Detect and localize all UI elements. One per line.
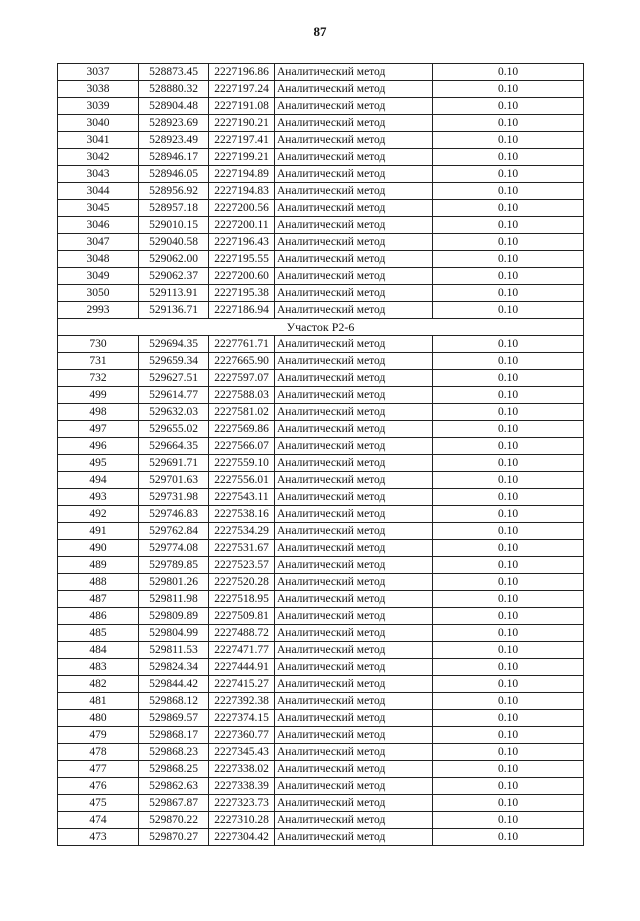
table-row xyxy=(58,166,584,183)
point-number-cell: 2993 xyxy=(58,302,139,319)
accuracy-cell: 0.10 xyxy=(433,438,584,455)
method-cell: Аналитический метод xyxy=(275,132,433,149)
x-coordinate-cell: 528957.18 xyxy=(139,200,209,217)
point-number-cell: 478 xyxy=(58,744,139,761)
point-number-cell: 3049 xyxy=(58,268,139,285)
accuracy-cell: 0.10 xyxy=(433,591,584,608)
x-coordinate-cell: 529627.51 xyxy=(139,370,209,387)
table-row xyxy=(58,625,584,642)
point-number-cell: 3050 xyxy=(58,285,139,302)
method-cell: Аналитический метод xyxy=(275,744,433,761)
x-coordinate-cell: 529868.23 xyxy=(139,744,209,761)
y-coordinate-cell: 2227488.72 xyxy=(209,625,275,642)
section-header-row xyxy=(58,319,584,336)
method-cell: Аналитический метод xyxy=(275,421,433,438)
table-row xyxy=(58,302,584,319)
accuracy-cell: 0.10 xyxy=(433,506,584,523)
y-coordinate-cell: 2227200.11 xyxy=(209,217,275,234)
table-row xyxy=(58,217,584,234)
y-coordinate-cell: 2227597.07 xyxy=(209,370,275,387)
x-coordinate-cell: 529010.15 xyxy=(139,217,209,234)
point-number-cell: 730 xyxy=(58,336,139,353)
method-cell: Аналитический метод xyxy=(275,795,433,812)
x-coordinate-cell: 529809.89 xyxy=(139,608,209,625)
y-coordinate-cell: 2227196.43 xyxy=(209,234,275,251)
y-coordinate-cell: 2227200.56 xyxy=(209,200,275,217)
accuracy-cell: 0.10 xyxy=(433,149,584,166)
y-coordinate-cell: 2227190.21 xyxy=(209,115,275,132)
table-row xyxy=(58,200,584,217)
y-coordinate-cell: 2227392.38 xyxy=(209,693,275,710)
accuracy-cell: 0.10 xyxy=(433,761,584,778)
method-cell: Аналитический метод xyxy=(275,336,433,353)
y-coordinate-cell: 2227471.77 xyxy=(209,642,275,659)
x-coordinate-cell: 529869.57 xyxy=(139,710,209,727)
method-cell: Аналитический метод xyxy=(275,387,433,404)
method-cell: Аналитический метод xyxy=(275,268,433,285)
point-number-cell: 488 xyxy=(58,574,139,591)
point-number-cell: 492 xyxy=(58,506,139,523)
y-coordinate-cell: 2227444.91 xyxy=(209,659,275,676)
method-cell: Аналитический метод xyxy=(275,251,433,268)
method-cell: Аналитический метод xyxy=(275,642,433,659)
accuracy-cell: 0.10 xyxy=(433,251,584,268)
point-number-cell: 497 xyxy=(58,421,139,438)
x-coordinate-cell: 529801.26 xyxy=(139,574,209,591)
accuracy-cell: 0.10 xyxy=(433,81,584,98)
y-coordinate-cell: 2227538.16 xyxy=(209,506,275,523)
method-cell: Аналитический метод xyxy=(275,149,433,166)
table-row xyxy=(58,285,584,302)
point-number-cell: 479 xyxy=(58,727,139,744)
section-title: Участок Р2-6 xyxy=(58,319,584,336)
accuracy-cell: 0.10 xyxy=(433,234,584,251)
x-coordinate-cell: 529731.98 xyxy=(139,489,209,506)
method-cell: Аналитический метод xyxy=(275,489,433,506)
x-coordinate-cell: 529659.34 xyxy=(139,353,209,370)
accuracy-cell: 0.10 xyxy=(433,574,584,591)
x-coordinate-cell: 528873.45 xyxy=(139,64,209,81)
point-number-cell: 484 xyxy=(58,642,139,659)
point-number-cell: 499 xyxy=(58,387,139,404)
method-cell: Аналитический метод xyxy=(275,829,433,846)
accuracy-cell: 0.10 xyxy=(433,98,584,115)
method-cell: Аналитический метод xyxy=(275,98,433,115)
y-coordinate-cell: 2227196.86 xyxy=(209,64,275,81)
table-row xyxy=(58,659,584,676)
method-cell: Аналитический метод xyxy=(275,523,433,540)
accuracy-cell: 0.10 xyxy=(433,557,584,574)
x-coordinate-cell: 529868.17 xyxy=(139,727,209,744)
y-coordinate-cell: 2227194.83 xyxy=(209,183,275,200)
method-cell: Аналитический метод xyxy=(275,81,433,98)
point-number-cell: 3048 xyxy=(58,251,139,268)
point-number-cell: 3040 xyxy=(58,115,139,132)
accuracy-cell: 0.10 xyxy=(433,166,584,183)
y-coordinate-cell: 2227191.08 xyxy=(209,98,275,115)
table-row xyxy=(58,778,584,795)
method-cell: Аналитический метод xyxy=(275,472,433,489)
y-coordinate-cell: 2227559.10 xyxy=(209,455,275,472)
accuracy-cell: 0.10 xyxy=(433,302,584,319)
x-coordinate-cell: 528880.32 xyxy=(139,81,209,98)
x-coordinate-cell: 529136.71 xyxy=(139,302,209,319)
y-coordinate-cell: 2227338.39 xyxy=(209,778,275,795)
point-number-cell: 3046 xyxy=(58,217,139,234)
method-cell: Аналитический метод xyxy=(275,438,433,455)
accuracy-cell: 0.10 xyxy=(433,540,584,557)
point-number-cell: 487 xyxy=(58,591,139,608)
table-row xyxy=(58,642,584,659)
x-coordinate-cell: 529824.34 xyxy=(139,659,209,676)
accuracy-cell: 0.10 xyxy=(433,778,584,795)
y-coordinate-cell: 2227520.28 xyxy=(209,574,275,591)
x-coordinate-cell: 529113.91 xyxy=(139,285,209,302)
table-row xyxy=(58,438,584,455)
point-number-cell: 3037 xyxy=(58,64,139,81)
method-cell: Аналитический метод xyxy=(275,625,433,642)
accuracy-cell: 0.10 xyxy=(433,608,584,625)
accuracy-cell: 0.10 xyxy=(433,217,584,234)
table-row xyxy=(58,523,584,540)
x-coordinate-cell: 529746.83 xyxy=(139,506,209,523)
table-row xyxy=(58,387,584,404)
y-coordinate-cell: 2227360.77 xyxy=(209,727,275,744)
method-cell: Аналитический метод xyxy=(275,455,433,472)
point-number-cell: 476 xyxy=(58,778,139,795)
point-number-cell: 482 xyxy=(58,676,139,693)
y-coordinate-cell: 2227518.95 xyxy=(209,591,275,608)
method-cell: Аналитический метод xyxy=(275,693,433,710)
point-number-cell: 3042 xyxy=(58,149,139,166)
accuracy-cell: 0.10 xyxy=(433,710,584,727)
accuracy-cell: 0.10 xyxy=(433,285,584,302)
table-row xyxy=(58,744,584,761)
method-cell: Аналитический метод xyxy=(275,608,433,625)
point-number-cell: 493 xyxy=(58,489,139,506)
method-cell: Аналитический метод xyxy=(275,217,433,234)
table-body-part-2 xyxy=(58,336,584,846)
x-coordinate-cell: 529868.12 xyxy=(139,693,209,710)
table-row xyxy=(58,795,584,812)
y-coordinate-cell: 2227374.15 xyxy=(209,710,275,727)
point-number-cell: 486 xyxy=(58,608,139,625)
x-coordinate-cell: 529870.27 xyxy=(139,829,209,846)
method-cell: Аналитический метод xyxy=(275,710,433,727)
table-row xyxy=(58,540,584,557)
accuracy-cell: 0.10 xyxy=(433,64,584,81)
point-number-cell: 496 xyxy=(58,438,139,455)
x-coordinate-cell: 529632.03 xyxy=(139,404,209,421)
table-row xyxy=(58,98,584,115)
method-cell: Аналитический метод xyxy=(275,404,433,421)
accuracy-cell: 0.10 xyxy=(433,642,584,659)
method-cell: Аналитический метод xyxy=(275,659,433,676)
method-cell: Аналитический метод xyxy=(275,778,433,795)
point-number-cell: 473 xyxy=(58,829,139,846)
x-coordinate-cell: 529870.22 xyxy=(139,812,209,829)
point-number-cell: 490 xyxy=(58,540,139,557)
point-number-cell: 475 xyxy=(58,795,139,812)
y-coordinate-cell: 2227581.02 xyxy=(209,404,275,421)
method-cell: Аналитический метод xyxy=(275,557,433,574)
x-coordinate-cell: 529868.25 xyxy=(139,761,209,778)
y-coordinate-cell: 2227415.27 xyxy=(209,676,275,693)
y-coordinate-cell: 2227556.01 xyxy=(209,472,275,489)
point-number-cell: 481 xyxy=(58,693,139,710)
y-coordinate-cell: 2227194.89 xyxy=(209,166,275,183)
method-cell: Аналитический метод xyxy=(275,353,433,370)
method-cell: Аналитический метод xyxy=(275,302,433,319)
y-coordinate-cell: 2227566.07 xyxy=(209,438,275,455)
method-cell: Аналитический метод xyxy=(275,506,433,523)
method-cell: Аналитический метод xyxy=(275,166,433,183)
x-coordinate-cell: 529762.84 xyxy=(139,523,209,540)
table-row xyxy=(58,761,584,778)
x-coordinate-cell: 529691.71 xyxy=(139,455,209,472)
y-coordinate-cell: 2227197.41 xyxy=(209,132,275,149)
table-row xyxy=(58,693,584,710)
method-cell: Аналитический метод xyxy=(275,540,433,557)
point-number-cell: 494 xyxy=(58,472,139,489)
method-cell: Аналитический метод xyxy=(275,591,433,608)
accuracy-cell: 0.10 xyxy=(433,200,584,217)
y-coordinate-cell: 2227345.43 xyxy=(209,744,275,761)
point-number-cell: 3044 xyxy=(58,183,139,200)
accuracy-cell: 0.10 xyxy=(433,336,584,353)
method-cell: Аналитический метод xyxy=(275,234,433,251)
table-row xyxy=(58,370,584,387)
x-coordinate-cell: 528923.69 xyxy=(139,115,209,132)
accuracy-cell: 0.10 xyxy=(433,387,584,404)
accuracy-cell: 0.10 xyxy=(433,727,584,744)
point-number-cell: 491 xyxy=(58,523,139,540)
x-coordinate-cell: 529804.99 xyxy=(139,625,209,642)
x-coordinate-cell: 529862.63 xyxy=(139,778,209,795)
table-body-part-1 xyxy=(58,64,584,319)
accuracy-cell: 0.10 xyxy=(433,115,584,132)
table-row xyxy=(58,149,584,166)
table-row xyxy=(58,251,584,268)
table-row xyxy=(58,489,584,506)
x-coordinate-cell: 529811.98 xyxy=(139,591,209,608)
table-row xyxy=(58,812,584,829)
y-coordinate-cell: 2227195.38 xyxy=(209,285,275,302)
table-row xyxy=(58,710,584,727)
table-row xyxy=(58,421,584,438)
x-coordinate-cell: 528904.48 xyxy=(139,98,209,115)
y-coordinate-cell: 2227534.29 xyxy=(209,523,275,540)
x-coordinate-cell: 529844.42 xyxy=(139,676,209,693)
method-cell: Аналитический метод xyxy=(275,370,433,387)
point-number-cell: 3047 xyxy=(58,234,139,251)
point-number-cell: 474 xyxy=(58,812,139,829)
table-row xyxy=(58,234,584,251)
table-row xyxy=(58,64,584,81)
table-row xyxy=(58,268,584,285)
accuracy-cell: 0.10 xyxy=(433,795,584,812)
x-coordinate-cell: 529701.63 xyxy=(139,472,209,489)
x-coordinate-cell: 529664.35 xyxy=(139,438,209,455)
y-coordinate-cell: 2227665.90 xyxy=(209,353,275,370)
accuracy-cell: 0.10 xyxy=(433,829,584,846)
x-coordinate-cell: 529614.77 xyxy=(139,387,209,404)
y-coordinate-cell: 2227197.24 xyxy=(209,81,275,98)
method-cell: Аналитический метод xyxy=(275,727,433,744)
table-row xyxy=(58,455,584,472)
point-number-cell: 485 xyxy=(58,625,139,642)
table-row xyxy=(58,472,584,489)
point-number-cell: 3039 xyxy=(58,98,139,115)
y-coordinate-cell: 2227195.55 xyxy=(209,251,275,268)
table-row xyxy=(58,506,584,523)
method-cell: Аналитический метод xyxy=(275,574,433,591)
accuracy-cell: 0.10 xyxy=(433,472,584,489)
point-number-cell: 3043 xyxy=(58,166,139,183)
method-cell: Аналитический метод xyxy=(275,676,433,693)
page-number: 87 xyxy=(313,24,327,39)
accuracy-cell: 0.10 xyxy=(433,523,584,540)
point-number-cell: 3038 xyxy=(58,81,139,98)
accuracy-cell: 0.10 xyxy=(433,489,584,506)
method-cell: Аналитический метод xyxy=(275,200,433,217)
x-coordinate-cell: 529774.08 xyxy=(139,540,209,557)
table-row xyxy=(58,353,584,370)
table-row xyxy=(58,829,584,846)
point-number-cell: 732 xyxy=(58,370,139,387)
point-number-cell: 731 xyxy=(58,353,139,370)
x-coordinate-cell: 528923.49 xyxy=(139,132,209,149)
coordinates-table xyxy=(57,63,584,846)
x-coordinate-cell: 529040.58 xyxy=(139,234,209,251)
x-coordinate-cell: 529811.53 xyxy=(139,642,209,659)
accuracy-cell: 0.10 xyxy=(433,744,584,761)
point-number-cell: 489 xyxy=(58,557,139,574)
y-coordinate-cell: 2227588.03 xyxy=(209,387,275,404)
accuracy-cell: 0.10 xyxy=(433,353,584,370)
x-coordinate-cell: 528946.17 xyxy=(139,149,209,166)
x-coordinate-cell: 529867.87 xyxy=(139,795,209,812)
table-row xyxy=(58,557,584,574)
y-coordinate-cell: 2227199.21 xyxy=(209,149,275,166)
y-coordinate-cell: 2227323.73 xyxy=(209,795,275,812)
x-coordinate-cell: 528946.05 xyxy=(139,166,209,183)
x-coordinate-cell: 529789.85 xyxy=(139,557,209,574)
accuracy-cell: 0.10 xyxy=(433,455,584,472)
y-coordinate-cell: 2227304.42 xyxy=(209,829,275,846)
table-row xyxy=(58,132,584,149)
accuracy-cell: 0.10 xyxy=(433,659,584,676)
accuracy-cell: 0.10 xyxy=(433,183,584,200)
accuracy-cell: 0.10 xyxy=(433,625,584,642)
y-coordinate-cell: 2227543.11 xyxy=(209,489,275,506)
method-cell: Аналитический метод xyxy=(275,64,433,81)
accuracy-cell: 0.10 xyxy=(433,268,584,285)
y-coordinate-cell: 2227569.86 xyxy=(209,421,275,438)
table-row xyxy=(58,183,584,200)
accuracy-cell: 0.10 xyxy=(433,421,584,438)
table-row xyxy=(58,574,584,591)
table-row xyxy=(58,608,584,625)
accuracy-cell: 0.10 xyxy=(433,404,584,421)
x-coordinate-cell: 529062.37 xyxy=(139,268,209,285)
x-coordinate-cell: 529062.00 xyxy=(139,251,209,268)
y-coordinate-cell: 2227310.28 xyxy=(209,812,275,829)
accuracy-cell: 0.10 xyxy=(433,676,584,693)
y-coordinate-cell: 2227186.94 xyxy=(209,302,275,319)
point-number-cell: 480 xyxy=(58,710,139,727)
y-coordinate-cell: 2227509.81 xyxy=(209,608,275,625)
table-row xyxy=(58,81,584,98)
section-header-body xyxy=(58,319,584,336)
table-row xyxy=(58,727,584,744)
point-number-cell: 3041 xyxy=(58,132,139,149)
method-cell: Аналитический метод xyxy=(275,761,433,778)
point-number-cell: 483 xyxy=(58,659,139,676)
y-coordinate-cell: 2227531.67 xyxy=(209,540,275,557)
accuracy-cell: 0.10 xyxy=(433,693,584,710)
accuracy-cell: 0.10 xyxy=(433,812,584,829)
point-number-cell: 495 xyxy=(58,455,139,472)
table-row xyxy=(58,336,584,353)
method-cell: Аналитический метод xyxy=(275,183,433,200)
point-number-cell: 498 xyxy=(58,404,139,421)
accuracy-cell: 0.10 xyxy=(433,370,584,387)
table-row xyxy=(58,404,584,421)
point-number-cell: 477 xyxy=(58,761,139,778)
x-coordinate-cell: 529694.35 xyxy=(139,336,209,353)
table-row xyxy=(58,676,584,693)
point-number-cell: 3045 xyxy=(58,200,139,217)
table-row xyxy=(58,115,584,132)
x-coordinate-cell: 529655.02 xyxy=(139,421,209,438)
y-coordinate-cell: 2227761.71 xyxy=(209,336,275,353)
method-cell: Аналитический метод xyxy=(275,115,433,132)
method-cell: Аналитический метод xyxy=(275,285,433,302)
y-coordinate-cell: 2227523.57 xyxy=(209,557,275,574)
accuracy-cell: 0.10 xyxy=(433,132,584,149)
table-row xyxy=(58,591,584,608)
y-coordinate-cell: 2227200.60 xyxy=(209,268,275,285)
y-coordinate-cell: 2227338.02 xyxy=(209,761,275,778)
method-cell: Аналитический метод xyxy=(275,812,433,829)
x-coordinate-cell: 528956.92 xyxy=(139,183,209,200)
